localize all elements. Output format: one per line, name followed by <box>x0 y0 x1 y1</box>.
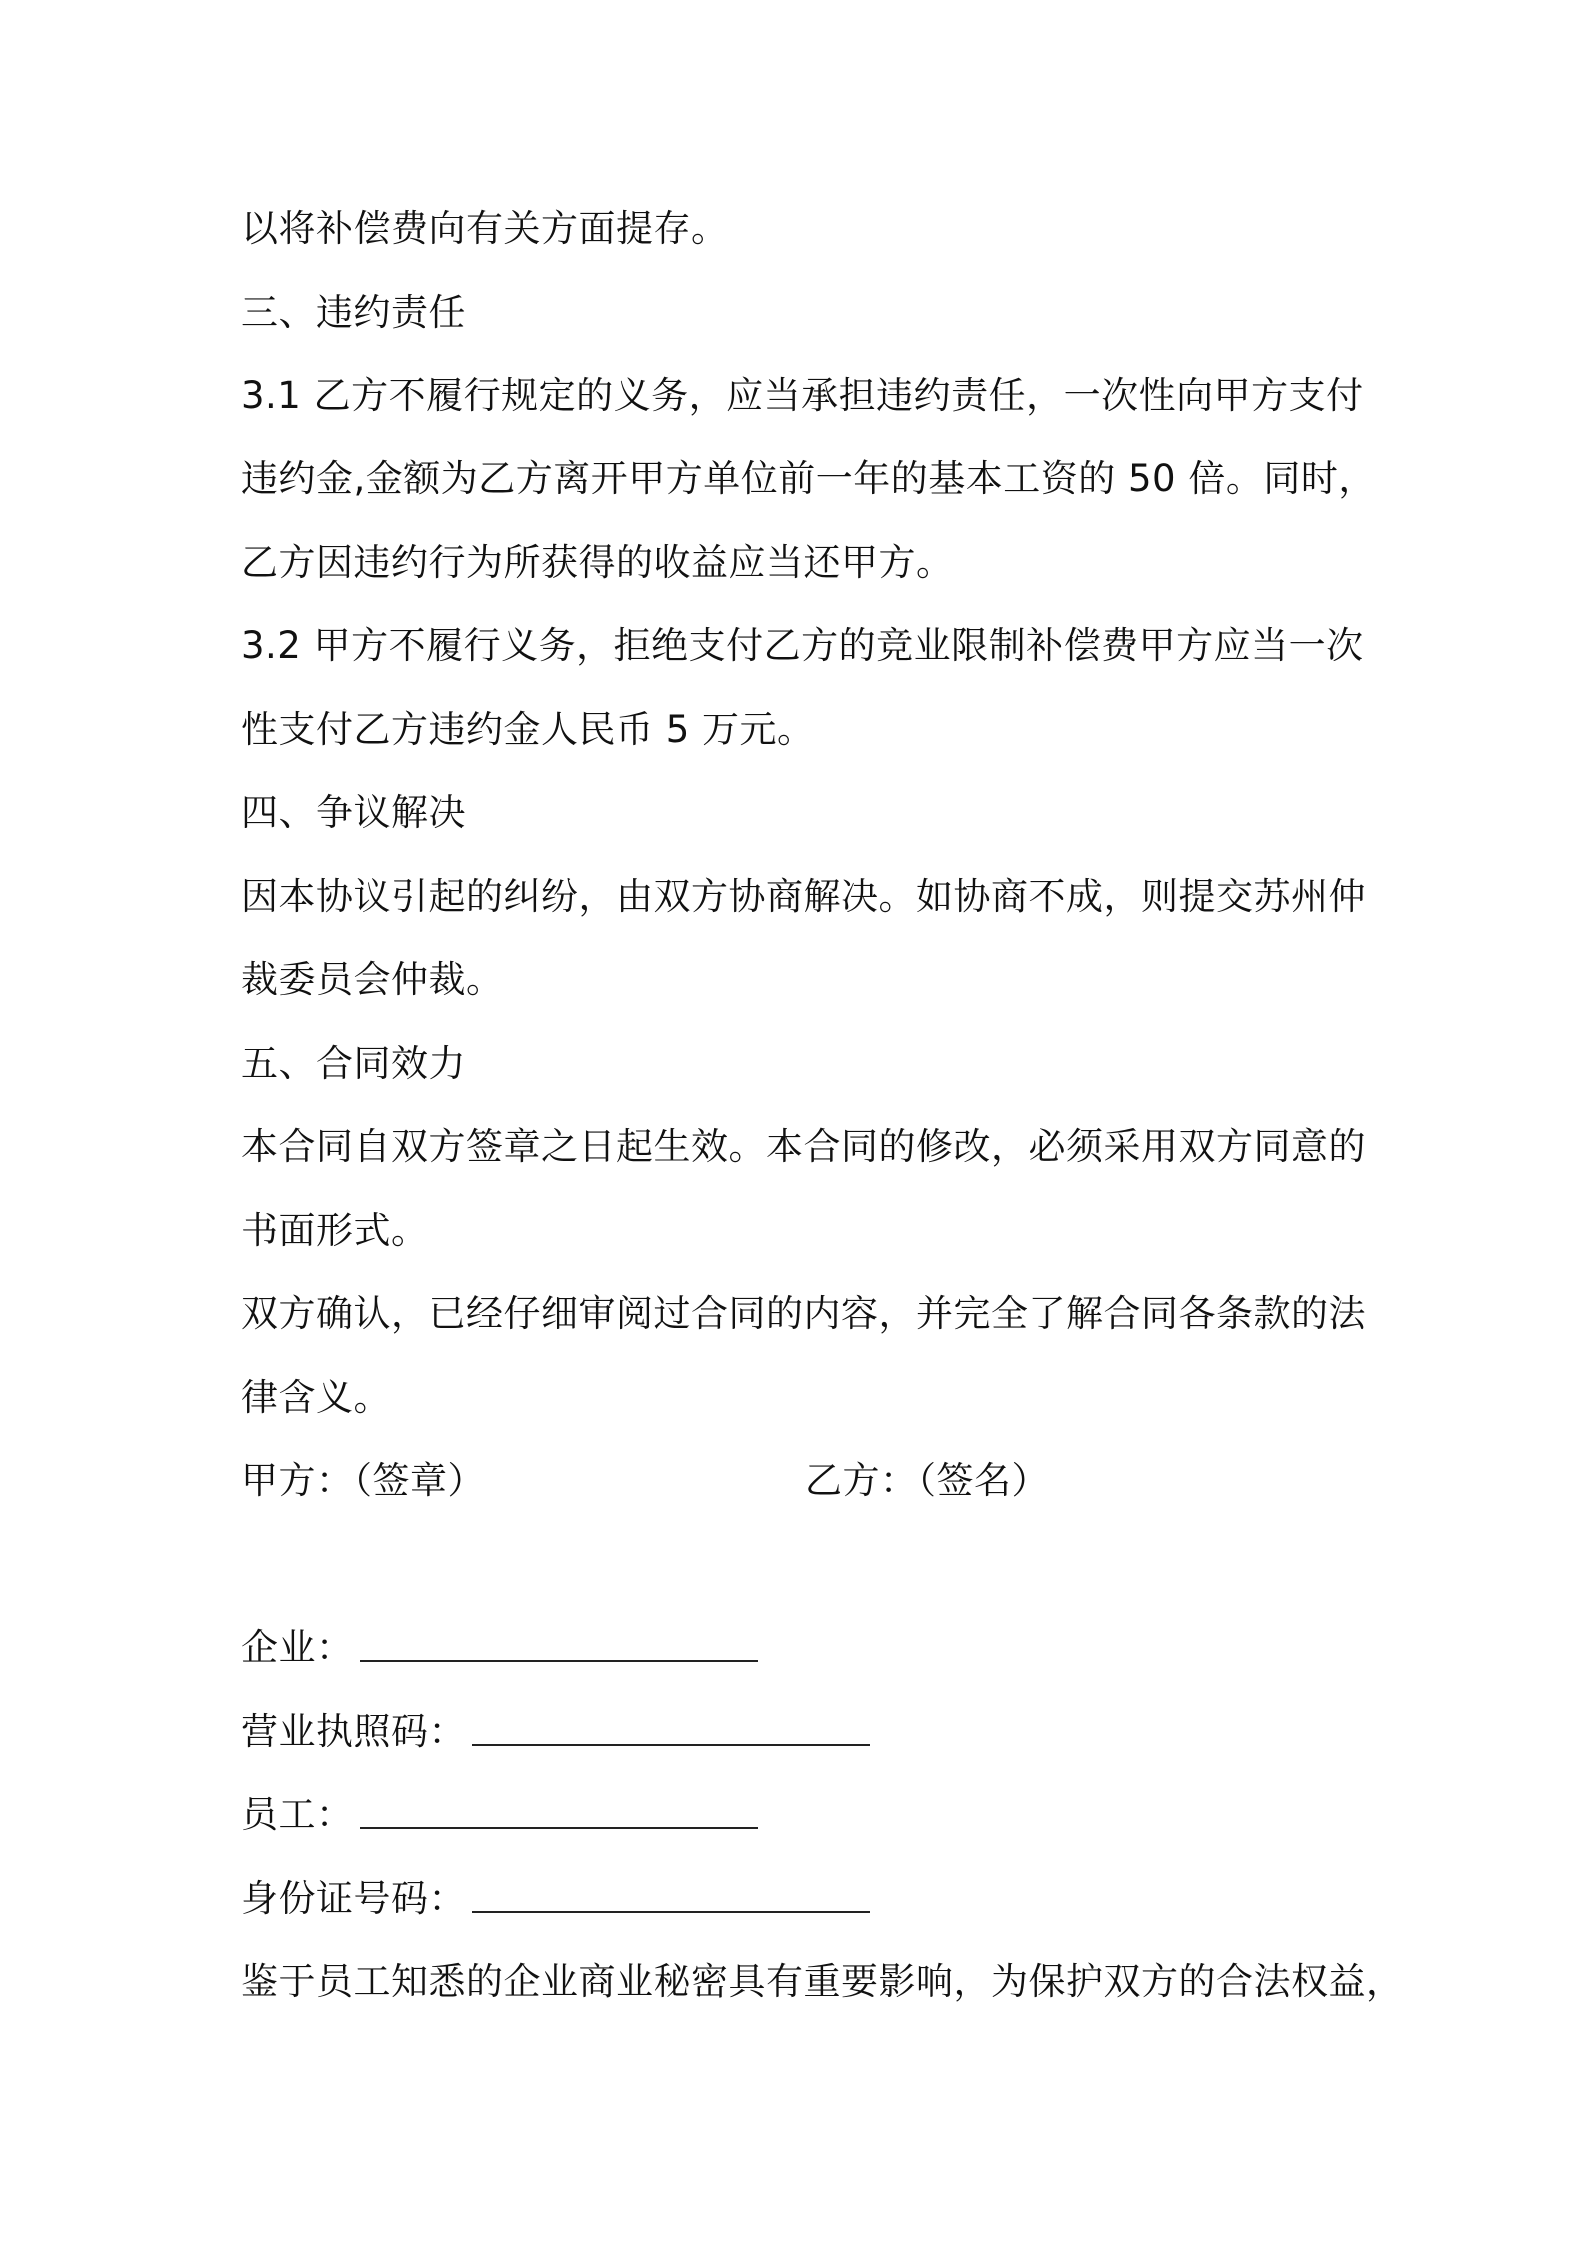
license-label: 营业执照码： <box>241 1710 466 1753</box>
id-number-label: 身份证号码： <box>241 1877 466 1920</box>
section-3-heading: 三、违约责任 <box>241 291 466 334</box>
company-blank-line[interactable] <box>360 1622 758 1662</box>
id-number-blank-line[interactable] <box>472 1873 870 1913</box>
license-blank-line[interactable] <box>472 1706 870 1746</box>
party-a-signature-label: 甲方：（签章） <box>241 1459 485 1502</box>
paragraph-text: 以将补偿费向有关方面提存。 <box>241 207 729 250</box>
party-b-signature-label: 乙方：（签名） <box>805 1459 1049 1502</box>
section-4-heading: 四、争议解决 <box>241 791 466 834</box>
employee-blank-line[interactable] <box>360 1789 758 1829</box>
clause-3-1-line-1: 3.1 乙方不履行规定的义务，应当承担违约责任，一次性向甲方支付 <box>241 374 1364 417</box>
company-field <box>241 1622 758 1674</box>
confirmation-line-1: 双方确认，已经仔细审阅过合同的内容，并完全了解合同各条款的法 <box>241 1292 1366 1335</box>
clause-3-1-line-3: 乙方因违约行为所获得的收益应当还甲方。 <box>241 541 954 584</box>
employee-field <box>241 1789 758 1841</box>
clause-3-2-line-1: 3.2 甲方不履行义务，拒绝支付乙方的竞业限制补偿费甲方应当一次 <box>241 624 1364 667</box>
license-field <box>241 1706 870 1758</box>
confirmation-line-2: 律含义。 <box>241 1376 391 1419</box>
section-4-line-2: 裁委员会仲裁。 <box>241 958 504 1001</box>
clause-3-1-line-2: 违约金,金额为乙方离开甲方单位前一年的基本工资的 50 倍。同时， <box>241 457 1376 500</box>
paragraph-text-last: 鉴于员工知悉的企业商业秘密具有重要影响，为保护双方的合法权益， <box>241 1960 1404 2003</box>
section-5-heading: 五、合同效力 <box>241 1042 466 1085</box>
clause-3-2-line-2: 性支付乙方违约金人民币 5 万元。 <box>241 708 815 751</box>
company-label: 企业： <box>241 1626 354 1669</box>
employee-label: 员工： <box>241 1793 354 1836</box>
section-4-line-1: 因本协议引起的纠纷，由双方协商解决。如协商不成，则提交苏州仲 <box>241 875 1366 918</box>
section-5-line-2: 书面形式。 <box>241 1209 429 1252</box>
id-number-field <box>241 1873 870 1925</box>
section-5-line-1: 本合同自双方签章之日起生效。本合同的修改，必须采用双方同意的 <box>241 1125 1366 1168</box>
